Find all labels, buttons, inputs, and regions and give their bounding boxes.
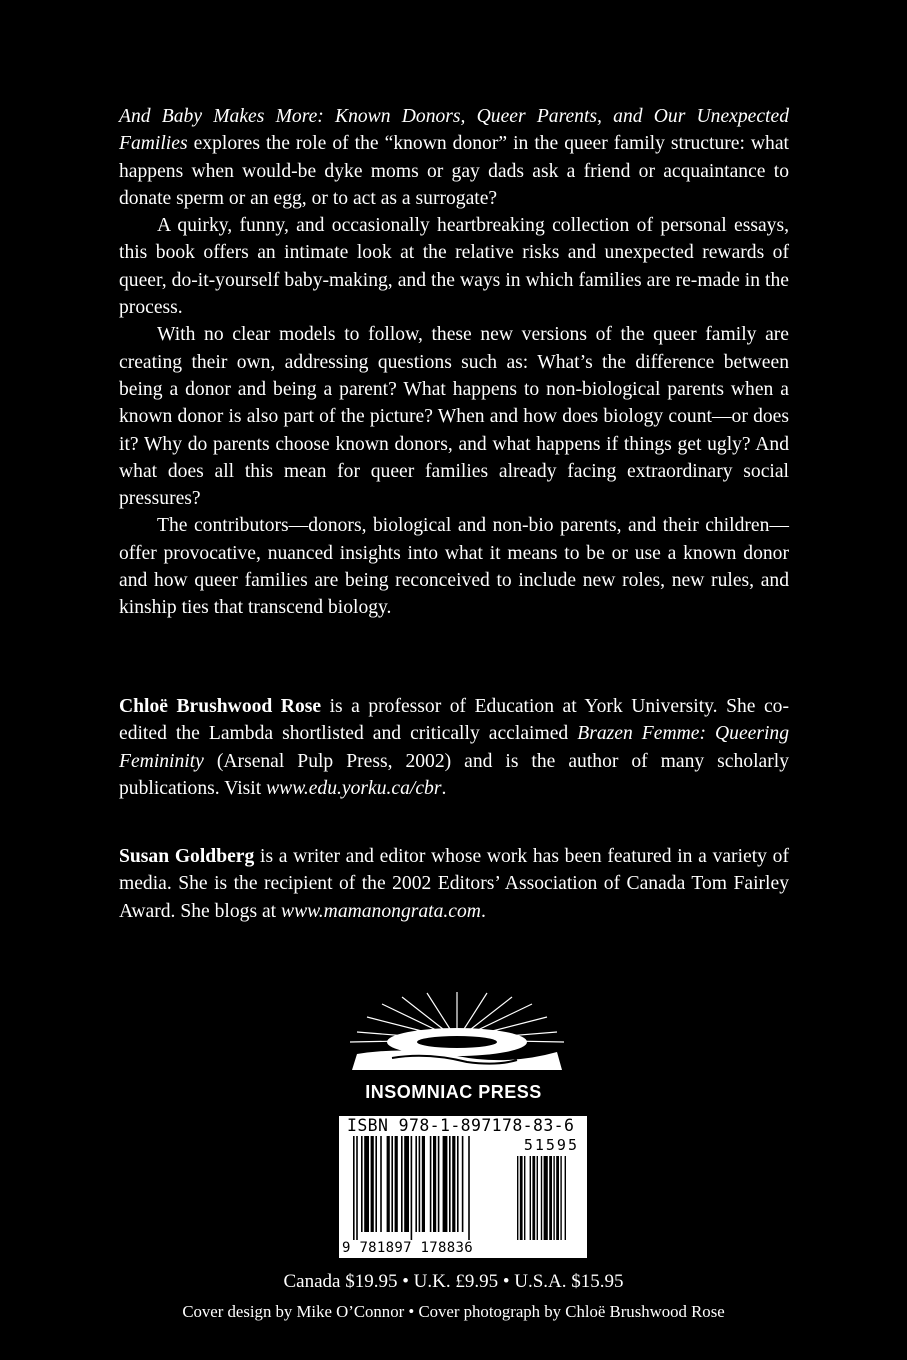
isbn-number: ISBN 978-1-897178-83-6	[347, 1116, 575, 1135]
barcode-bar	[361, 1136, 363, 1232]
addon-bar	[517, 1156, 518, 1240]
related-book-title: Brazen Femme: Queering Femininity	[119, 723, 790, 772]
addon-bar	[530, 1156, 531, 1240]
ean-number: 9 781897 178836	[342, 1240, 473, 1256]
author-name: Susan Goldberg	[119, 846, 255, 867]
barcode-bar	[371, 1136, 374, 1232]
barcode-bar	[443, 1136, 448, 1232]
barcode-bar	[375, 1136, 377, 1232]
barcode	[339, 1116, 587, 1258]
addon-bar	[556, 1156, 559, 1240]
price-code: 51595	[523, 1136, 579, 1154]
barcode-bar	[430, 1136, 432, 1232]
author-website-link[interactable]: www.edu.yorku.ca/cbr	[266, 777, 442, 799]
book-description	[119, 103, 789, 622]
barcode-bar	[391, 1136, 393, 1232]
publisher-name: INSOMNIAC PRESS	[365, 1082, 542, 1102]
price-list: Canada $19.95 • U.K. £9.95 • U.S.A. $15.95	[283, 1271, 624, 1292]
book-title: And Baby Makes More: Known Donors, Queer Parents, and Our Unexpected Families	[119, 106, 789, 155]
addon-bar	[553, 1156, 554, 1240]
barcode-bar	[380, 1136, 382, 1232]
cover-credits: Cover design by Mike O’Connor • Cover photograph by Chloë Brushwood Rose	[182, 1302, 725, 1321]
barcode-bars-icon	[339, 1116, 587, 1258]
addon-bar	[541, 1156, 542, 1240]
barcode-bar	[419, 1136, 421, 1232]
addon-bar	[549, 1156, 552, 1240]
barcode-bar	[468, 1136, 470, 1240]
addon-bar	[565, 1156, 566, 1240]
barcode-bar	[404, 1136, 409, 1232]
barcode-bar	[395, 1136, 398, 1232]
barcode-bar	[364, 1136, 369, 1232]
addon-bar	[544, 1156, 548, 1240]
barcode-bar	[387, 1136, 390, 1232]
addon-bar	[520, 1156, 523, 1240]
description-paragraph-3: With no clear models to follow, these new versions of the queer family are creating their own, addressing questions such as: What’s the difference between being a donor and being a parent? What happens to non-biological parents when a known donor is also part of the picture? When and how does biology count—or does it? Why do parents choose known donors, and what happens if things get ugly? And what does all this mean for queer families already facing extraordinary social pressures?	[119, 324, 789, 510]
description-paragraph-4: The contributors—donors, biological and non-bio parents, and their children—offer provocative, nuanced insights into what it means to be or use a known donor and how queer families are being reconceived to include new roles, new rules, and kinship ties that transcend biology.	[119, 515, 789, 619]
barcode-bar	[462, 1136, 464, 1232]
barcode-bar	[422, 1136, 425, 1232]
addon-bar	[524, 1156, 525, 1240]
barcode-bar	[411, 1136, 413, 1240]
barcode-bar	[415, 1136, 417, 1232]
addon-bar	[532, 1156, 535, 1240]
addon-bar	[560, 1156, 561, 1240]
barcode-bar	[438, 1136, 440, 1232]
author-bio-goldberg: Susan Goldberg is a writer and editor whose work has been featured in a variety of media. She is the recipient of the 2002 Editors’ Association of Canada Tom Fairley Award. She blogs at www.mamanongrata.com.	[119, 846, 789, 922]
description-paragraph-1: And Baby Makes More: Known Donors, Queer Parents, and Our Unexpected Families explores the role of the “known donor” in the queer family structure: what happens when would-be dyke moms or gay dads ask a friend or acquaintance to donate sperm or an egg, or to act as a surrogate?	[119, 106, 789, 209]
barcode-bar	[433, 1136, 436, 1232]
addon-bar	[537, 1156, 538, 1240]
publisher-logo-icon	[347, 992, 567, 1072]
author-name: Chloë Brushwood Rose	[119, 696, 322, 717]
barcode-bar	[353, 1136, 355, 1240]
author-blog-link[interactable]: www.mamanongrata.com	[281, 900, 481, 922]
barcode-bar	[457, 1136, 459, 1232]
description-paragraph-2: A quirky, funny, and occasionally heartbreaking collection of personal essays, this book offers an intimate look at the relative risks and unexpected rewards of queer, do-it-yourself baby-making, and the ways in which families are re-made in the process.	[119, 215, 789, 319]
author-bio-rose: Chloë Brushwood Rose is a professor of Education at York University. She co-edited the Lambda shortlisted and critically acclaimed Brazen Femme: Queering Femininity (Arsenal Pulp Press, 2002) and is the author of many scholarly publications. Visit www.edu.yorku.ca/cbr.	[119, 696, 790, 799]
barcode-bar	[452, 1136, 455, 1232]
barcode-bar	[356, 1136, 358, 1240]
barcode-bar	[401, 1136, 403, 1232]
barcode-bar	[449, 1136, 451, 1232]
